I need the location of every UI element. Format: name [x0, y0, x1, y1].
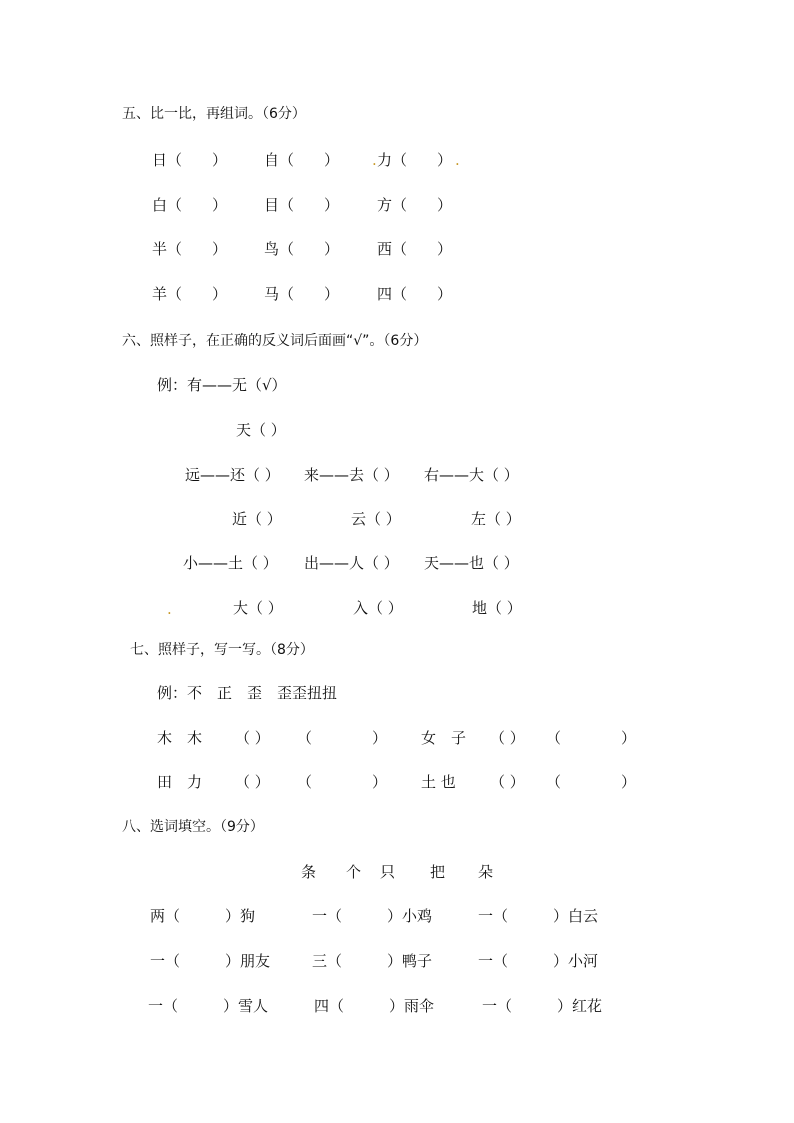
- fill-item: 一（ ）小鸡: [312, 907, 433, 925]
- section-5-heading: 五、比一比，再组词。（6分）: [122, 106, 306, 122]
- fill-item: 两（ ）狗: [150, 907, 256, 925]
- word-choice: 条: [301, 863, 317, 881]
- word-item: 马（ ）: [264, 285, 340, 303]
- example-sub: 天（ ）: [236, 421, 286, 439]
- word-item: 自（ ）: [264, 151, 340, 169]
- antonym-item: 入（ ）: [353, 599, 403, 617]
- word-item: 目（ ）: [264, 196, 340, 214]
- word-choice: 只: [380, 863, 396, 881]
- section-8-heading: 八、选词填空。（9分）: [122, 819, 264, 835]
- word-choice: 把: [430, 863, 446, 881]
- stray-dot: .: [372, 151, 377, 169]
- fill-item: 一（ ）红花: [482, 997, 603, 1015]
- antonym-item: 左（ ）: [471, 510, 521, 528]
- char-pair: 木 木: [157, 729, 203, 747]
- blank-large: （ ）: [546, 773, 637, 791]
- fill-item: 一（ ）雪人: [148, 997, 269, 1015]
- section-6-heading: 六、照样子，在正确的反义词后面画“√”。（6分）: [122, 333, 428, 349]
- char-pair: 田 力: [157, 773, 203, 791]
- word-item: 半（ ）: [152, 240, 228, 258]
- antonym-item: 来——去（ ）: [304, 466, 399, 484]
- word-item: 白（ ）: [152, 196, 228, 214]
- blank-large: （ ）: [546, 729, 637, 747]
- blank-small: （ ）: [235, 773, 270, 791]
- antonym-item: 远——还（ ）: [185, 466, 280, 484]
- blank-large: （ ）: [297, 773, 388, 791]
- char-pair: 土 也: [421, 773, 456, 791]
- antonym-item: 地（ ）: [472, 599, 522, 617]
- antonym-item: 近（ ）: [232, 510, 282, 528]
- word-item: 鸟（ ）: [264, 240, 340, 258]
- example-line: 例：有——无（√）: [157, 376, 287, 394]
- fill-item: 一（ ）白云: [478, 907, 599, 925]
- section-7-heading: 七、照样子，写一写。（8分）: [130, 642, 314, 658]
- fill-item: 一（ ）朋友: [150, 952, 271, 970]
- antonym-item: 云（ ）: [351, 510, 401, 528]
- blank-small: （ ）: [490, 729, 525, 747]
- fill-item: 一（ ）小河: [478, 952, 599, 970]
- blank-small: （ ）: [235, 729, 270, 747]
- antonym-item: 大（ ）: [233, 599, 283, 617]
- antonym-item: 小——土（ ）: [183, 554, 278, 572]
- antonym-item: 右——大（ ）: [424, 466, 519, 484]
- fill-item: 三（ ）鸭子: [312, 952, 433, 970]
- word-item: 力（ ）: [377, 151, 453, 169]
- word-item: 羊（ ）: [152, 285, 228, 303]
- blank-small: （ ）: [490, 773, 525, 791]
- stray-dot: .: [455, 151, 460, 169]
- word-choice: 朵: [478, 863, 494, 881]
- word-item: 四（ ）: [377, 285, 453, 303]
- example-line: 例：不 正 歪 歪歪扭扭: [157, 684, 338, 702]
- word-item: 西（ ）: [377, 240, 453, 258]
- stray-dot: .: [167, 600, 172, 618]
- fill-item: 四（ ）雨伞: [314, 997, 435, 1015]
- antonym-item: 出——人（ ）: [304, 554, 399, 572]
- word-choice: 个: [346, 863, 362, 881]
- word-item: 方（ ）: [377, 196, 453, 214]
- antonym-item: 天——也（ ）: [424, 554, 519, 572]
- word-item: 日（ ）: [152, 151, 228, 169]
- char-pair: 女 子: [421, 729, 467, 747]
- blank-large: （ ）: [297, 729, 388, 747]
